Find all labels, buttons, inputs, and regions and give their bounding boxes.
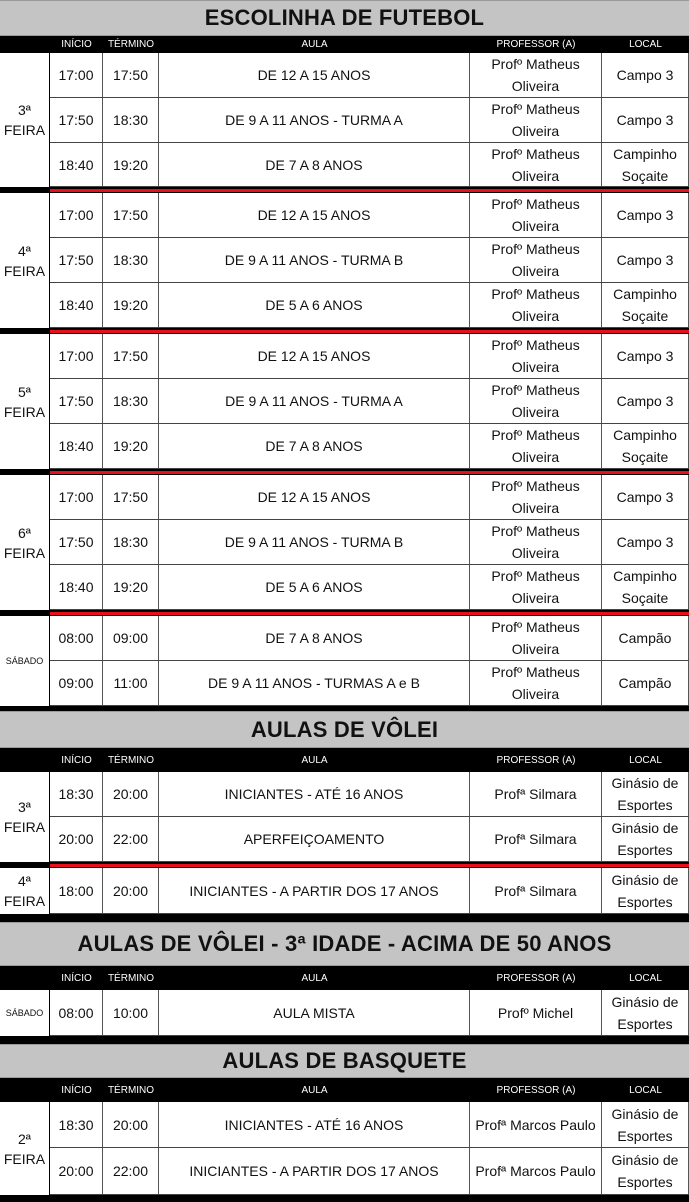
column-header-professor: PROFESSOR (A) bbox=[496, 39, 576, 50]
cell-inicio: 17:50 bbox=[50, 379, 103, 423]
column-header-termino: TÉRMINO bbox=[107, 1084, 155, 1096]
cell-inicio: 20:00 bbox=[50, 817, 103, 861]
table-row bbox=[50, 193, 689, 238]
day-label: 6ª FEIRA bbox=[0, 475, 50, 610]
cell-local: Campo 3 bbox=[602, 193, 689, 237]
cell-local: Ginásio de Esportes bbox=[602, 1148, 689, 1194]
cell-aula: DE 9 A 11 ANOS - TURMA B bbox=[159, 520, 470, 564]
cell-termino: 20:00 bbox=[103, 772, 159, 816]
cell-aula: DE 12 A 15 ANOS bbox=[159, 334, 470, 378]
cell-local: Campinho Soçaite bbox=[602, 424, 689, 468]
day-label: 4ª FEIRA bbox=[0, 868, 50, 914]
day-label: 4ª FEIRA bbox=[0, 193, 50, 328]
column-header-row bbox=[0, 748, 689, 772]
table-row bbox=[50, 334, 689, 379]
cell-aula: INICIANTES - A PARTIR DOS 17 ANOS bbox=[159, 868, 470, 913]
cell-inicio: 08:00 bbox=[50, 616, 103, 660]
cell-professor: Profº Matheus Oliveira bbox=[470, 379, 602, 423]
cell-aula: DE 12 A 15 ANOS bbox=[159, 53, 470, 97]
cell-termino: 17:50 bbox=[103, 53, 159, 97]
table-row bbox=[50, 772, 689, 817]
cell-inicio: 18:40 bbox=[50, 565, 103, 609]
cell-professor: Profº Matheus Oliveira bbox=[470, 53, 602, 97]
column-header-local: LOCAL bbox=[629, 39, 662, 50]
section-title: AULAS DE BASQUETE bbox=[0, 1044, 689, 1078]
cell-aula: INICIANTES - A PARTIR DOS 17 ANOS bbox=[159, 1148, 470, 1194]
cell-local: Campo 3 bbox=[602, 379, 689, 423]
column-header-aula: AULA bbox=[301, 972, 328, 984]
day-label: 5ª FEIRA bbox=[0, 334, 50, 469]
cell-inicio: 17:50 bbox=[50, 238, 103, 282]
cell-termino: 11:00 bbox=[103, 661, 159, 705]
cell-local: Campinho Soçaite bbox=[602, 283, 689, 327]
column-header-local: LOCAL bbox=[629, 754, 662, 766]
separator-red-stripe bbox=[50, 471, 689, 474]
section-end-band bbox=[0, 1195, 689, 1202]
section-title: AULAS DE VÔLEI bbox=[0, 711, 689, 748]
cell-inicio: 17:00 bbox=[50, 475, 103, 519]
cell-local: Campo 3 bbox=[602, 238, 689, 282]
separator-red-stripe bbox=[50, 330, 689, 333]
section-title: ESCOLINHA DE FUTEBOL bbox=[0, 0, 689, 36]
cell-aula: INICIANTES - ATÉ 16 ANOS bbox=[159, 772, 470, 816]
section-end-band bbox=[0, 1036, 689, 1044]
column-header-aula: AULA bbox=[301, 1084, 328, 1096]
cell-termino: 17:50 bbox=[103, 475, 159, 519]
cell-local: Campão bbox=[602, 616, 689, 660]
cell-termino: 19:20 bbox=[103, 424, 159, 468]
table-row bbox=[50, 53, 689, 98]
cell-inicio: 18:00 bbox=[50, 868, 103, 913]
cell-local: Campo 3 bbox=[602, 334, 689, 378]
table-row bbox=[50, 1148, 689, 1195]
cell-professor: Profª Silmara bbox=[470, 817, 602, 861]
cell-professor: Profº Matheus Oliveira bbox=[470, 661, 602, 705]
cell-termino: 17:50 bbox=[103, 193, 159, 237]
cell-termino: 20:00 bbox=[103, 868, 159, 913]
cell-inicio: 18:30 bbox=[50, 1102, 103, 1147]
cell-inicio: 08:00 bbox=[50, 990, 103, 1035]
table-row bbox=[50, 661, 689, 706]
table-row bbox=[50, 616, 689, 661]
cell-inicio: 17:00 bbox=[50, 193, 103, 237]
cell-professor: Profª Marcos Paulo bbox=[470, 1102, 602, 1147]
cell-aula: APERFEIÇOAMENTO bbox=[159, 817, 470, 861]
cell-local: Campo 3 bbox=[602, 520, 689, 564]
column-header-inicio: INÍCIO bbox=[61, 972, 92, 984]
column-header-inicio: INÍCIO bbox=[61, 39, 92, 50]
cell-termino: 20:00 bbox=[103, 1102, 159, 1147]
day-label: 3ª FEIRA bbox=[0, 772, 50, 862]
cell-professor: Profª Silmara bbox=[470, 868, 602, 913]
cell-professor: Profº Matheus Oliveira bbox=[470, 238, 602, 282]
cell-local: Ginásio de Esportes bbox=[602, 868, 689, 913]
cell-professor: Profª Marcos Paulo bbox=[470, 1148, 602, 1194]
cell-aula: INICIANTES - ATÉ 16 ANOS bbox=[159, 1102, 470, 1147]
day-label: SÁBADO bbox=[0, 616, 50, 706]
table-row bbox=[50, 475, 689, 520]
cell-termino: 19:20 bbox=[103, 143, 159, 186]
cell-local: Ginásio de Esportes bbox=[602, 817, 689, 861]
cell-professor: Profº Matheus Oliveira bbox=[470, 424, 602, 468]
separator-red-stripe bbox=[50, 612, 689, 615]
cell-inicio: 18:30 bbox=[50, 772, 103, 816]
cell-aula: DE 9 A 11 ANOS - TURMA B bbox=[159, 238, 470, 282]
column-header-professor: PROFESSOR (A) bbox=[496, 754, 576, 766]
cell-local: Ginásio de Esportes bbox=[602, 1102, 689, 1147]
day-label: SÁBADO bbox=[0, 990, 50, 1036]
cell-aula: DE 7 A 8 ANOS bbox=[159, 616, 470, 660]
cell-professor: Profº Matheus Oliveira bbox=[470, 98, 602, 142]
cell-local: Campo 3 bbox=[602, 475, 689, 519]
table-row bbox=[50, 817, 689, 862]
column-header-row bbox=[0, 36, 689, 53]
cell-aula: DE 12 A 15 ANOS bbox=[159, 475, 470, 519]
cell-aula: DE 5 A 6 ANOS bbox=[159, 283, 470, 327]
cell-termino: 22:00 bbox=[103, 1148, 159, 1194]
cell-inicio: 17:50 bbox=[50, 98, 103, 142]
cell-inicio: 17:00 bbox=[50, 53, 103, 97]
cell-inicio: 09:00 bbox=[50, 661, 103, 705]
column-header-termino: TÉRMINO bbox=[107, 39, 155, 50]
cell-professor: Profº Matheus Oliveira bbox=[470, 143, 602, 186]
cell-termino: 09:00 bbox=[103, 616, 159, 660]
column-header-aula: AULA bbox=[301, 39, 328, 50]
column-header-professor: PROFESSOR (A) bbox=[496, 972, 576, 984]
cell-local: Ginásio de Esportes bbox=[602, 990, 689, 1035]
cell-professor: Profº Matheus Oliveira bbox=[470, 565, 602, 609]
table-row bbox=[50, 143, 689, 187]
table-row bbox=[50, 379, 689, 424]
cell-termino: 18:30 bbox=[103, 238, 159, 282]
cell-local: Campo 3 bbox=[602, 53, 689, 97]
cell-professor: Profº Matheus Oliveira bbox=[470, 334, 602, 378]
table-row bbox=[50, 565, 689, 610]
cell-termino: 18:30 bbox=[103, 98, 159, 142]
table-row bbox=[50, 990, 689, 1036]
cell-aula: DE 12 A 15 ANOS bbox=[159, 193, 470, 237]
cell-professor: Profª Silmara bbox=[470, 772, 602, 816]
cell-local: Campão bbox=[602, 661, 689, 705]
cell-professor: Profº Michel bbox=[470, 990, 602, 1035]
section-end-band bbox=[0, 914, 689, 922]
cell-local: Campo 3 bbox=[602, 98, 689, 142]
cell-professor: Profº Matheus Oliveira bbox=[470, 193, 602, 237]
table-row bbox=[50, 1102, 689, 1148]
day-label: 2ª FEIRA bbox=[0, 1102, 50, 1195]
cell-aula: DE 9 A 11 ANOS - TURMA A bbox=[159, 379, 470, 423]
cell-inicio: 17:50 bbox=[50, 520, 103, 564]
cell-termino: 18:30 bbox=[103, 520, 159, 564]
cell-termino: 22:00 bbox=[103, 817, 159, 861]
column-header-termino: TÉRMINO bbox=[107, 754, 155, 766]
section-title: AULAS DE VÔLEI - 3ª IDADE - ACIMA DE 50 ANOS bbox=[0, 922, 689, 966]
cell-aula: DE 9 A 11 ANOS - TURMAS A e B bbox=[159, 661, 470, 705]
cell-professor: Profº Matheus Oliveira bbox=[470, 475, 602, 519]
cell-termino: 10:00 bbox=[103, 990, 159, 1035]
cell-inicio: 18:40 bbox=[50, 283, 103, 327]
separator-red-stripe bbox=[50, 189, 689, 192]
cell-local: Campinho Soçaite bbox=[602, 143, 689, 186]
cell-inicio: 17:00 bbox=[50, 334, 103, 378]
cell-professor: Profº Matheus Oliveira bbox=[470, 616, 602, 660]
table-row bbox=[50, 520, 689, 565]
cell-inicio: 18:40 bbox=[50, 143, 103, 186]
cell-aula: DE 9 A 11 ANOS - TURMA A bbox=[159, 98, 470, 142]
column-header-inicio: INÍCIO bbox=[61, 754, 92, 766]
cell-termino: 17:50 bbox=[103, 334, 159, 378]
column-header-termino: TÉRMINO bbox=[107, 972, 155, 984]
cell-local: Ginásio de Esportes bbox=[602, 772, 689, 816]
cell-inicio: 18:40 bbox=[50, 424, 103, 468]
column-header-row bbox=[0, 1078, 689, 1102]
cell-aula: DE 7 A 8 ANOS bbox=[159, 424, 470, 468]
cell-aula: DE 7 A 8 ANOS bbox=[159, 143, 470, 186]
day-label: 3ª FEIRA bbox=[0, 53, 50, 187]
table-row bbox=[50, 283, 689, 328]
table-row bbox=[50, 238, 689, 283]
table-row bbox=[50, 424, 689, 469]
cell-professor: Profº Matheus Oliveira bbox=[470, 520, 602, 564]
column-header-inicio: INÍCIO bbox=[61, 1084, 92, 1096]
cell-professor: Profº Matheus Oliveira bbox=[470, 283, 602, 327]
cell-termino: 19:20 bbox=[103, 283, 159, 327]
cell-inicio: 20:00 bbox=[50, 1148, 103, 1194]
cell-aula: DE 5 A 6 ANOS bbox=[159, 565, 470, 609]
table-row bbox=[50, 98, 689, 143]
column-header-aula: AULA bbox=[301, 754, 328, 766]
column-header-local: LOCAL bbox=[629, 1084, 662, 1096]
table-row bbox=[50, 868, 689, 914]
cell-local: Campinho Soçaite bbox=[602, 565, 689, 609]
cell-termino: 19:20 bbox=[103, 565, 159, 609]
cell-aula: AULA MISTA bbox=[159, 990, 470, 1035]
cell-termino: 18:30 bbox=[103, 379, 159, 423]
separator-red-stripe bbox=[50, 864, 689, 867]
column-header-local: LOCAL bbox=[629, 972, 662, 984]
column-header-row bbox=[0, 966, 689, 990]
column-header-professor: PROFESSOR (A) bbox=[496, 1084, 576, 1096]
